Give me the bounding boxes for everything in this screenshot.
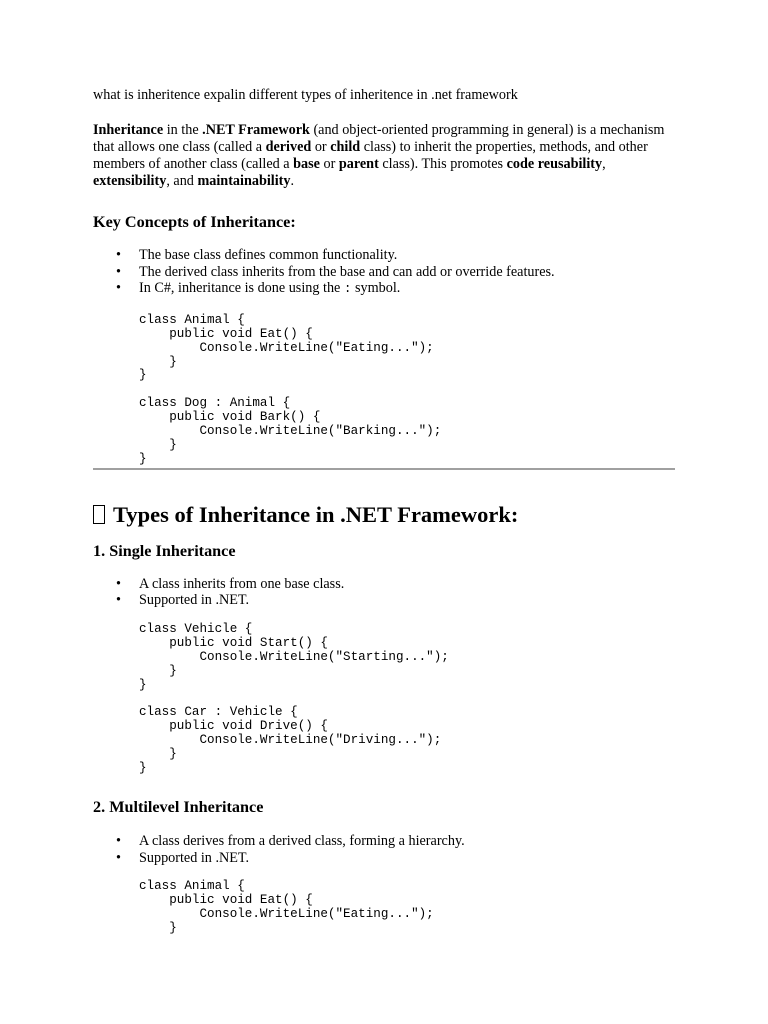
term-code-reusability: code reusability [506, 156, 603, 172]
types-heading: Types of Inheritance in .NET Framework: [93, 501, 675, 529]
list-item: • The derived class inherits from the base and can add or override features. [139, 264, 675, 281]
term-inheritance: Inheritance [93, 122, 164, 138]
term-net-framework: .NET Framework [202, 122, 310, 138]
key-concepts-list [93, 247, 675, 298]
term-parent: parent [338, 156, 379, 172]
multilevel-inheritance-list [93, 833, 675, 866]
key-concepts-heading: Key Concepts of Inheritance: [93, 213, 296, 231]
document-page [93, 87, 675, 936]
single-inheritance-heading: 1. Single Inheritance [93, 541, 236, 560]
intro-paragraph: Inheritance in the .NET Framework (and object-oriented programming in general) is a mechanism that allows one class (called a derived or child class) to inherit the properties, methods, and other members of another class (called a base or parent class). This promotes code reusability, extensibility, and maintainability. [93, 122, 665, 189]
single-inheritance-list [93, 576, 675, 609]
question-text: what is inheritence expalin different types of inheritence in .net framework [93, 87, 518, 103]
code-block-animal-multilevel: class Animal { public void Eat() { Console.WriteLine("Eating..."); } [139, 879, 434, 935]
list-item: • The base class defines common functionality. [139, 247, 675, 264]
horizontal-rule [93, 468, 675, 470]
list-item: • In C#, inheritance is done using the : symbol. [139, 280, 675, 298]
code-block-animal-dog: class Animal { public void Eat() { Console.WriteLine("Eating..."); } } class Dog : Animal { public void Bark() { Console.WriteLine("Barking..."); } } [139, 312, 442, 466]
missing-glyph-box-icon [93, 505, 105, 524]
term-extensibility: extensibility [93, 173, 167, 189]
term-derived: derived [265, 139, 312, 155]
term-child: child [330, 139, 361, 155]
term-maintainability: maintainability [197, 173, 291, 189]
code-block-vehicle-car: class Vehicle { public void Start() { Console.WriteLine("Starting..."); } } class Car : Vehicle { public void Drive() { Console.WriteLine("Driving..."); } } [139, 621, 449, 775]
inline-code: : [343, 282, 352, 297]
list-item: • Supported in .NET. [139, 850, 675, 867]
list-item: • A class inherits from one base class. [139, 576, 675, 593]
term-base: base [293, 156, 320, 172]
list-item: • A class derives from a derived class, forming a hierarchy. [139, 833, 675, 850]
list-item: • Supported in .NET. [139, 592, 675, 609]
multilevel-inheritance-heading: 2. Multilevel Inheritance [93, 797, 264, 816]
